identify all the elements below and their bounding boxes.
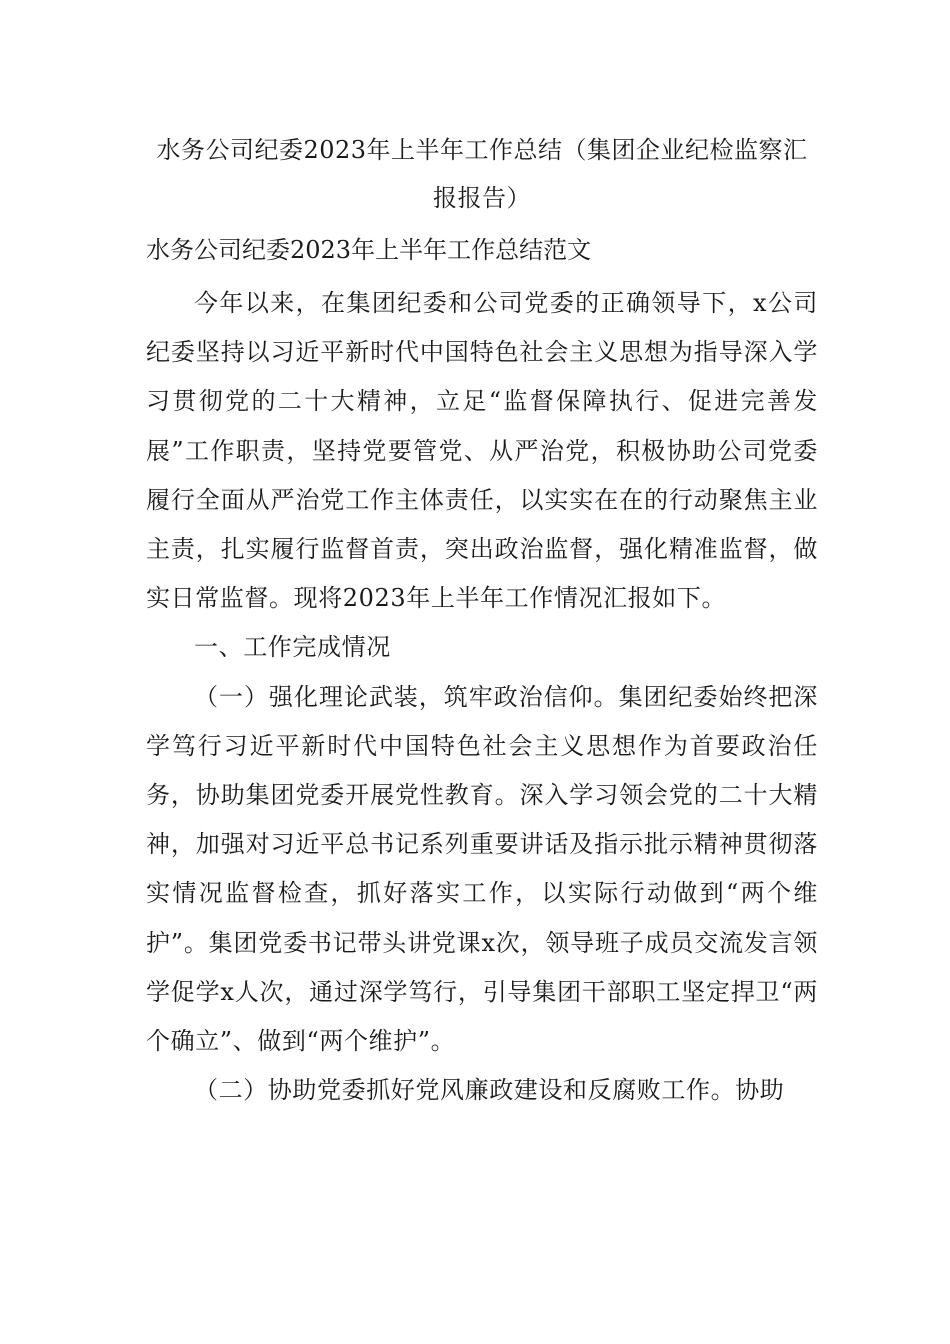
paragraph-intro: 今年以来，在集团纪委和公司党委的正确领导下，x公司纪委坚持以习近平新时代中国特色社会主义思想为指导深入学习贯彻党的二十大精神，立足“监督保障执行、促进完善发展”工作职责，坚持党要管党、从严治党，积极协助公司党委履行全面从严治党工作主体责任，以实实在在的行动聚焦主业主责，扎实履行监督首责，突出政治监督，强化精准监督，做实日常监督。现将2023年上半年工作情况汇报如下。 — [146, 289, 818, 613]
document-subtitle: 水务公司纪委2023年上半年工作总结范文 — [146, 236, 592, 264]
document-body — [146, 279, 818, 1115]
document-title: 水务公司纪委2023年上半年工作总结（集团企业纪检监察汇报报告） — [156, 136, 808, 212]
paragraph-theory: （一）强化理论武装，筑牢政治信仰。集团纪委始终把深学笃行习近平新时代中国特色社会主义思想作为首要政治任务，协助集团党委开展党性教育。深入学习领会党的二十大精神，加强对习近平总书记系列重要讲话及指示批示精神贯彻落实情况监督检查，抓好落实工作，以实际行动做到“两个维护”。集团党委书记带头讲党课x次，领导班子成员交流发言领学促学x人次，通过深学笃行，引导集团干部职工坚定捍卫“两个确立”、做到“两个维护”。 — [146, 682, 818, 1056]
paragraph-assist: （二）协助党委抓好党风廉政建设和反腐败工作。协助 — [194, 1076, 785, 1105]
section-heading: 一、工作完成情况 — [194, 633, 391, 662]
